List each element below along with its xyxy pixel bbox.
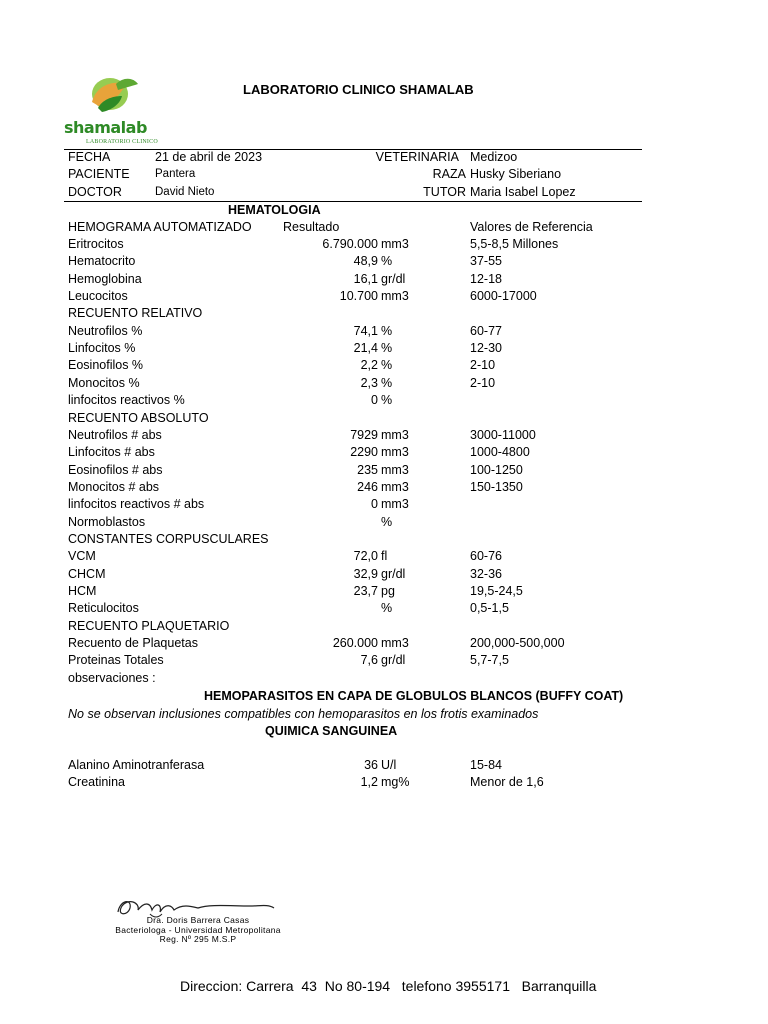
row-reference: 2-10 — [470, 358, 496, 373]
row-name: linfocitos reactivos % — [68, 393, 185, 408]
row-reference: 5,7-7,5 — [470, 653, 509, 668]
row-name: Linfocitos % — [68, 341, 136, 356]
row-value: 36 — [364, 758, 378, 772]
row-name: Neutrofilos % — [68, 323, 143, 338]
row-reference: 150-1350 — [470, 479, 523, 494]
fecha-value: 21 de abril de 2023 — [155, 150, 263, 164]
row-name: Eosinofilos % — [68, 358, 144, 373]
row-name: Hemoglobina — [68, 271, 142, 286]
row-unit: gr/dl — [381, 271, 406, 286]
tutor-label: TUTOR — [423, 185, 466, 199]
row-unit: mm3 — [381, 636, 409, 651]
row-value: 74,1 — [353, 323, 378, 338]
row-unit: % — [381, 601, 393, 616]
logo-subtext: LABORATORIO CLINICO — [86, 139, 158, 145]
row-reference: 60-77 — [470, 323, 502, 338]
row-value: 7,6 — [360, 653, 378, 668]
row-name: VCM — [68, 549, 96, 564]
row-name: CONSTANTES CORPUSCULARES — [68, 531, 269, 546]
fecha-label: FECHA — [68, 150, 111, 164]
row-value: 260.000 — [332, 636, 378, 651]
row-reference: 12-30 — [470, 341, 502, 356]
row-name: Leucocitos — [68, 289, 128, 304]
row-unit: % — [381, 393, 393, 408]
row-unit: mm3 — [381, 497, 409, 512]
row-value: 10.700 — [339, 289, 378, 304]
row-unit: mm3 — [381, 289, 409, 304]
row-unit: mm3 — [381, 479, 409, 494]
row-reference: 100-1250 — [470, 462, 523, 477]
row-unit: fl — [381, 549, 388, 564]
row-unit: % — [381, 341, 393, 356]
row-reference: 19,5-24,5 — [470, 584, 523, 598]
raza-value: Husky Siberiano — [470, 167, 562, 181]
row-unit: mg% — [381, 775, 410, 790]
row-name: RECUENTO ABSOLUTO — [68, 410, 209, 425]
row-unit: % — [381, 375, 393, 390]
row-value: 7929 — [350, 427, 378, 442]
paciente-label: PACIENTE — [68, 167, 130, 181]
row-value: 48,9 — [353, 254, 378, 269]
row-name: Monocitos % — [68, 375, 140, 390]
row-value: 2290 — [350, 445, 378, 460]
row-name: RECUENTO RELATIVO — [68, 306, 203, 321]
row-name: Eritrocitos — [68, 237, 124, 251]
col-result-header: Resultado — [283, 220, 340, 234]
row-reference: 5,5-8,5 Millones — [470, 237, 559, 251]
row-reference: 0,5-1,5 — [470, 601, 509, 616]
col-test-header: HEMOGRAMA AUTOMATIZADO — [68, 220, 252, 234]
divider-top — [64, 149, 642, 150]
row-reference: 15-84 — [470, 758, 502, 772]
signature-registration: Reg. Nº 295 M.S.P — [159, 934, 237, 944]
row-name: observaciones : — [68, 670, 156, 685]
row-reference: 37-55 — [470, 254, 502, 269]
row-name: Recuento de Plaquetas — [68, 636, 198, 651]
row-value: 23,7 — [353, 584, 378, 598]
row-reference: 12-18 — [470, 271, 502, 286]
veterinaria-label: VETERINARIA — [375, 150, 459, 164]
row-name: HCM — [68, 584, 97, 598]
row-unit: % — [381, 254, 393, 269]
row-value: 21,4 — [353, 341, 378, 356]
lab-title: LABORATORIO CLINICO SHAMALAB — [243, 82, 474, 97]
row-unit: U/l — [381, 758, 397, 772]
row-unit: mm3 — [381, 462, 409, 477]
paciente-value: Pantera — [155, 168, 196, 180]
row-value: 6.790.000 — [322, 237, 378, 251]
doctor-value: David Nieto — [155, 186, 215, 198]
row-reference: 60-76 — [470, 549, 502, 564]
row-name: Hematocrito — [68, 254, 136, 269]
row-unit: mm3 — [381, 237, 409, 251]
row-value: 0 — [371, 497, 378, 512]
row-value: 16,1 — [353, 271, 378, 286]
row-name: Proteinas Totales — [68, 653, 164, 668]
row-unit: gr/dl — [381, 653, 406, 668]
row-name: Alanino Aminotranferasa — [68, 758, 205, 772]
row-name: Creatinina — [68, 775, 125, 790]
row-reference: 32-36 — [470, 566, 502, 581]
row-name: Reticulocitos — [68, 601, 139, 616]
row-name: CHCM — [68, 566, 106, 581]
hematologia-heading: HEMATOLOGIA — [228, 203, 321, 217]
row-value: 0 — [371, 393, 378, 408]
row-unit: % — [381, 358, 393, 373]
row-reference: 2-10 — [470, 375, 496, 390]
tutor-value: Maria Isabel Lopez — [470, 185, 576, 199]
divider-bottom — [64, 201, 642, 202]
row-unit: pg — [381, 584, 395, 598]
signature-title: Bacteriologa - Universidad Metropolitana — [115, 924, 281, 935]
quimica-heading: QUIMICA SANGUINEA — [265, 724, 398, 738]
footer-address: Direccion: Carrera 43 No 80-194 telefono 3955171 Barranquilla — [180, 978, 597, 994]
row-unit: gr/dl — [381, 566, 406, 581]
row-unit: % — [381, 323, 393, 338]
veterinaria-value: Medizoo — [470, 150, 518, 164]
row-value: 32,9 — [353, 566, 378, 581]
row-value: 2,2 — [360, 358, 378, 373]
row-name: Neutrofilos # abs — [68, 427, 162, 442]
hemoparasitos-text: No se observan inclusiones compatibles con hemoparasitos en los frotis examinados — [68, 707, 539, 721]
row-value: 72,0 — [353, 549, 378, 564]
row-reference: 6000-17000 — [470, 289, 537, 304]
logo-brand-text: shamalab — [64, 118, 147, 137]
doctor-label: DOCTOR — [68, 185, 122, 199]
row-name: Normoblastos — [68, 514, 146, 529]
row-reference: 1000-4800 — [470, 445, 530, 460]
hemoparasitos-heading: HEMOPARASITOS EN CAPA DE GLOBULOS BLANCOS (BUFFY COAT) — [204, 689, 624, 703]
row-value: 1,2 — [360, 775, 378, 790]
row-value: 235 — [357, 462, 378, 477]
signature-block — [88, 916, 308, 945]
row-name: Linfocitos # abs — [68, 445, 155, 460]
row-name: linfocitos reactivos # abs — [68, 497, 205, 512]
row-name: Eosinofilos # abs — [68, 462, 163, 477]
row-unit: mm3 — [381, 427, 409, 442]
col-ref-header: Valores de Referencia — [470, 220, 593, 234]
row-value: 246 — [357, 479, 378, 494]
row-reference: Menor de 1,6 — [470, 775, 544, 790]
row-name: Monocitos # abs — [68, 479, 160, 494]
raza-label: RAZA — [432, 167, 466, 181]
row-name: RECUENTO PLAQUETARIO — [68, 618, 230, 633]
row-reference: 200,000-500,000 — [470, 636, 565, 651]
row-unit: mm3 — [381, 445, 409, 460]
signature-name: Dra. Doris Barrera Casas — [146, 915, 250, 925]
row-value: 2,3 — [360, 375, 378, 390]
row-reference: 3000-11000 — [470, 427, 536, 442]
row-unit: % — [381, 514, 393, 529]
